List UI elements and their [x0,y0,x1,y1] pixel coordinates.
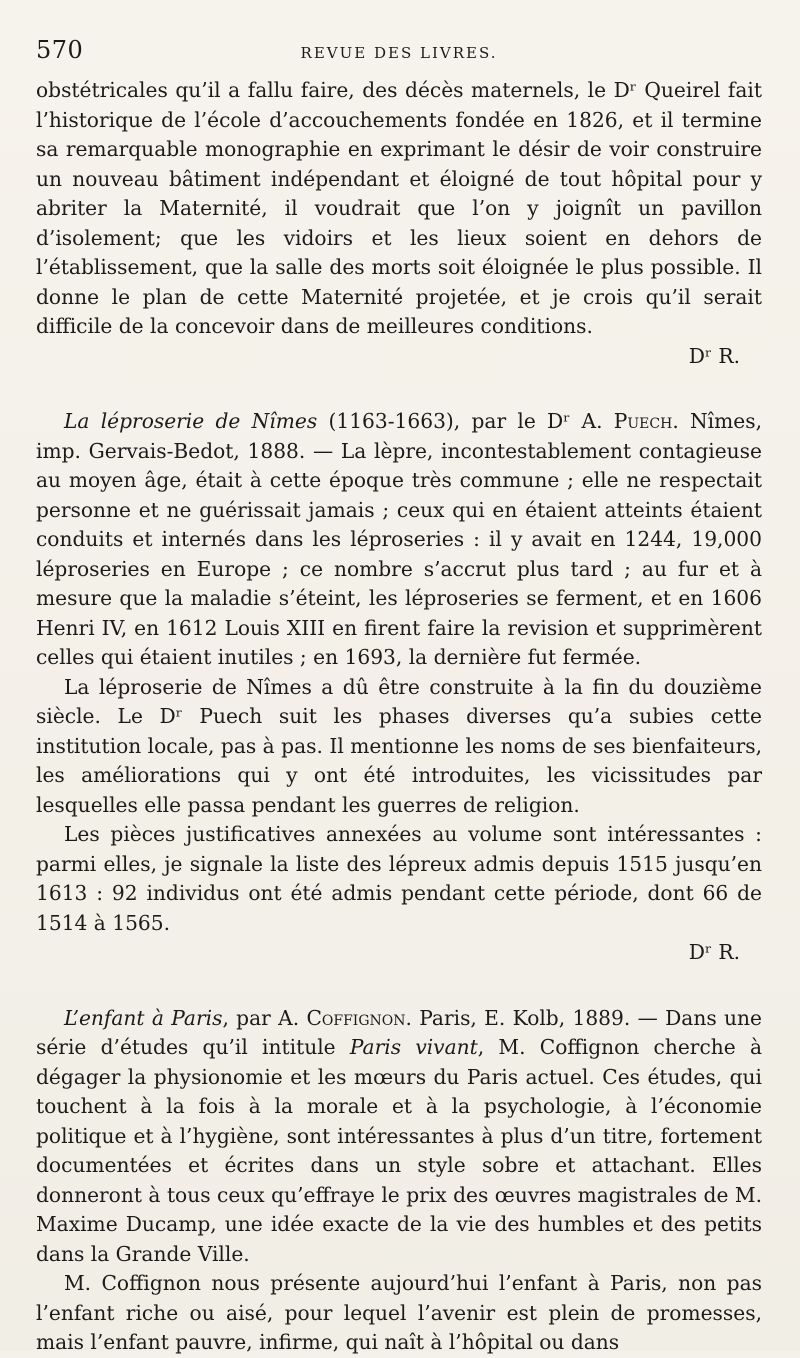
review-paragraph: M. Coffignon nous présente aujourd’hui l’enfant à Paris, non pas l’enfant riche ou aisé, pour lequel l’avenir est plein de promesses, mais l’enfant pauvre, infirme, qui naît à l’hôpital ou dans [36,1271,762,1354]
review-enfant-a-paris [36,1004,762,1358]
citation-text: , par A. [222,1005,307,1030]
review-text: La lèpre, incontestablement contagieuse au moyen âge, était à cette époque très commune ; elle ne respectait personne et ne guérissait jamais ; ceux qui en étaient atteints étaient conduits et internés dans les léproseries : il y avait en 1244, 19,000 léproseries en Europe ; ce nombre s’accrut plus tard ; au fur et à mesure que la maladie s’éteint, les léproseries se ferment, et en 1606 Henri IV, en 1612 Louis XIII en firent faire la revision et supprimèrent celles qui étaient inutiles ; en 1693, la dernière fut fermée. [36,438,762,669]
running-head [36,36,762,74]
review-paragraph: La léproserie de Nîmes a dû être construite à la fin du douzième siècle. Le Dʳ Puech suit les phases diverses qu’a subies cette institution locale, pas à pas. Il mentionne les noms de ses bienfaiteurs, les améliorations qui y ont été introduites, les vicissitudes par lesquelles elle passa pendant les guerres de religion. [36,674,762,817]
journal-title: REVUE DES LIVRES. [300,44,498,62]
review-leproserie-nimes [36,407,762,968]
series-title: Paris vivant [349,1035,478,1059]
citation-text: (1163-1663), par le Dʳ A. [317,409,614,433]
publication-details: . Nîmes, imp. Gervais-Bedot, 1888. — [36,409,763,463]
book-title: L’enfant à Paris [64,1005,223,1030]
review-paragraph: obstétricales qu’il a fallu faire, des décès maternels, le Dʳ Queirel fait l’historique de l’école d’accouchements fondée en 1826, et il termine sa remarquable monographie en exprimant le désir de voir construire un nouveau bâtiment indépendant et éloigné de tout hôpital pour y abriter la Maternité, il voudrait que l’on y joignît un pavillon d’isolement; que les vidoirs et les lieux soient en dehors de l’établissement, que la salle des morts soit éloignée le plus possible. Il donne le plan de cette Maternité projetée, et je crois qu’il serait difficile de la concevoir dans de meilleures conditions. [36,78,762,338]
book-author: Puech [613,409,673,433]
review-paragraph [36,1004,762,1270]
reviewer-signature: Dʳ R. [688,343,740,368]
publication-details: . Paris, E. Kolb, 1889. — [405,1005,666,1030]
review-text: Dans une série d’études qu’il intitule [36,1005,762,1059]
review-paragraph [36,407,762,673]
page-number: 570 [36,36,84,64]
review-text: , M. Coffignon cherche à dégager la physionomie et les mœurs du Paris actuel. Ces études, qui touchent à la fois à la morale et à la psychologie, à l’économie politique et à l’hygiène, sont intéressantes à plus d’un titre, fortement documentées et écrites dans un style sobre et attachant. Elles donneront à tous ceux qu’effraye le prix des œuvres magistrales de M. Maxime Ducamp, une idée exacte de la vie des humbles et des petits dans la Grande Ville. [36,1035,762,1266]
reviewer-signature: Dʳ R. [688,940,740,964]
book-author: Coffignon [306,1005,406,1030]
section-spacer [36,371,762,407]
review-paragraph: Les pièces justificatives annexées au volume sont intéressantes : parmi elles, je signale la liste des lépreux admis depuis 1515 jusqu’en 1613 : 92 individus ont été admis pendant cette période, dont 66 de 1514 à 1565. [36,822,762,935]
section-spacer [36,968,762,1004]
review-queirel-maternite [36,76,762,371]
book-title: La léproserie de Nîmes [64,409,318,433]
